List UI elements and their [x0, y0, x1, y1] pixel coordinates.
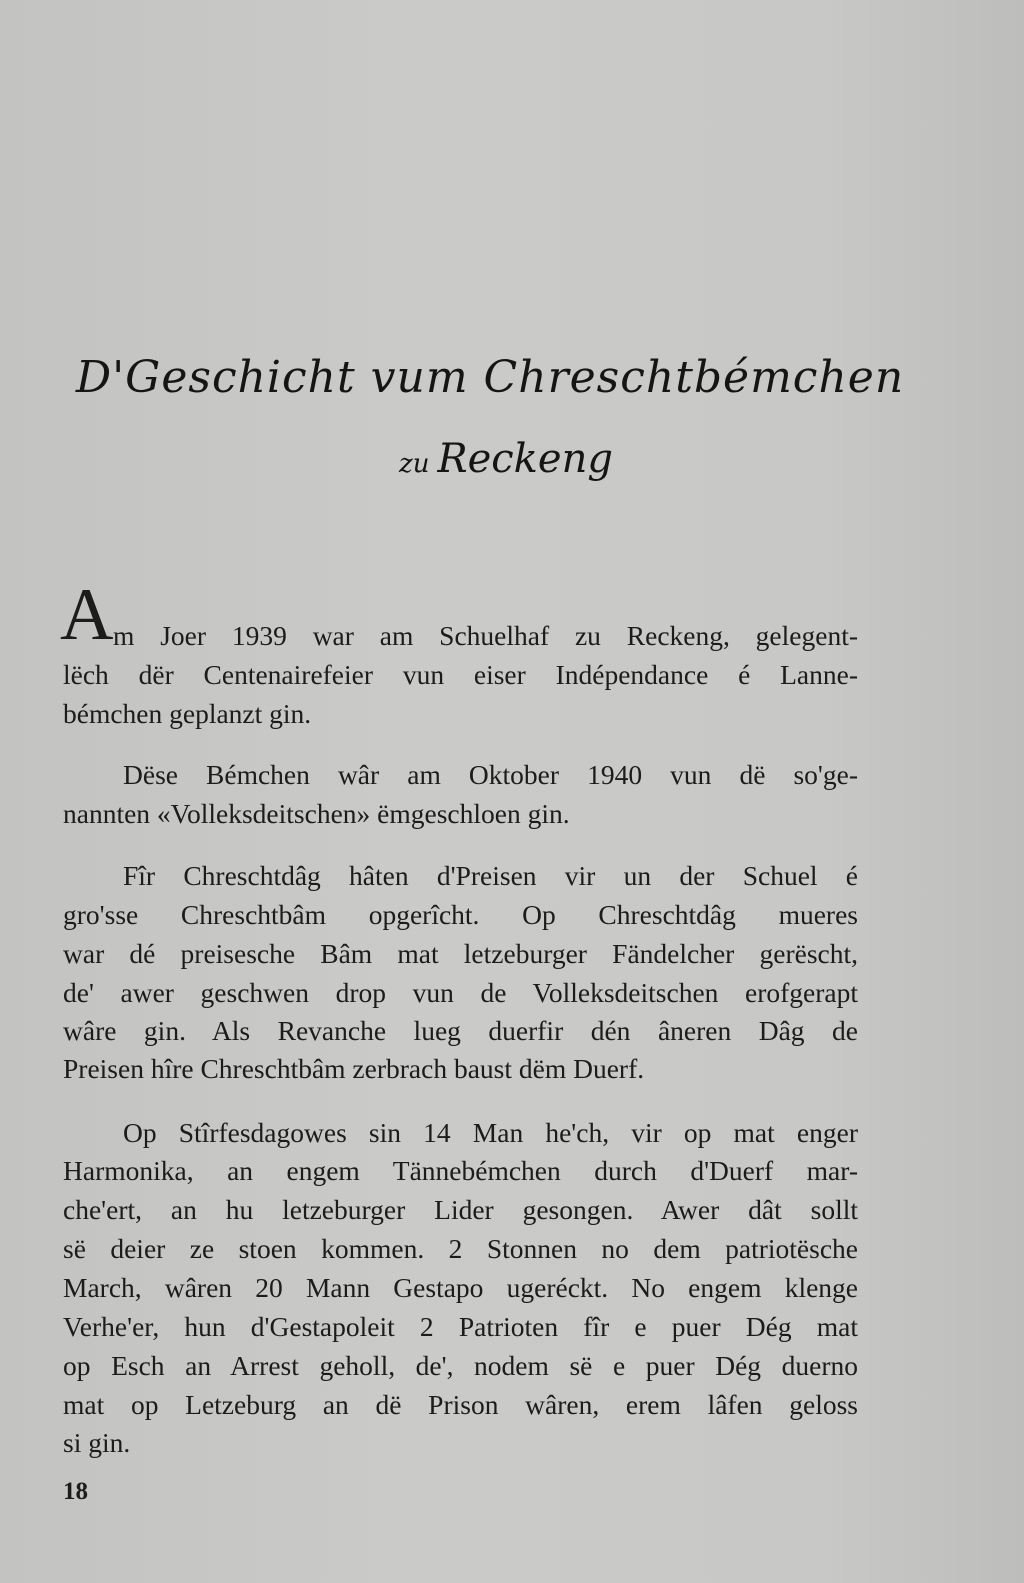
text-line: gro'sse Chreschtbâm opgerîcht. Op Chreschtdâg mueres [63, 899, 858, 930]
text-line: si gin. [63, 1427, 131, 1458]
text-line: Op Stîrfesdagowes sin 14 Man he'ch, vir op mat enger [123, 1117, 858, 1148]
text-line: op Esch an Arrest geholl, de', nodem së e puer Dég duerno [63, 1350, 858, 1381]
text-line: Dëse Bémchen wâr am Oktober 1940 vun dë so'ge- [123, 759, 858, 790]
text-line: mat op Letzeburg an dë Prison wâren, erem lâfen geloss [63, 1389, 858, 1420]
text-line: March, wâren 20 Mann Gestapo ugeréckt. No engem klenge [63, 1272, 858, 1303]
text-line: m Joer 1939 war am Schuelhaf zu Reckeng, gelegent- [113, 620, 858, 651]
text-line: de' awer geschwen drop vun de Volleksdeitschen erofgerapt [63, 977, 858, 1008]
title-place: Reckeng [437, 436, 613, 482]
text-line: Harmonika, an engem Tännebémchen durch d'Duerf mar- [63, 1155, 858, 1186]
text-line: Verhe'er, hun d'Gestapoleit 2 Patrioten fîr e puer Dég mat [63, 1311, 858, 1342]
chapter-title-line-2 [0, 436, 1018, 482]
text-line: nannten «Volleksdeitschen» ëmgeschloen gin. [63, 798, 570, 829]
text-line: Preisen hîre Chreschtbâm zerbrach baust dëm Duerf. [63, 1053, 645, 1084]
text-line: wâre gin. Als Revanche lueg duerfir dén âneren Dâg de [63, 1015, 858, 1046]
text-line: lëch dër Centenairefeier vun eiser Indépendance é Lanne- [63, 659, 858, 690]
chapter-title-line-1: D'Geschicht vum Chreschtbémchen [75, 352, 905, 403]
text-line: bémchen geplanzt gin. [63, 698, 312, 729]
text-line: che'ert, an hu letzeburger Lider gesongen. Awer dât sollt [63, 1194, 858, 1225]
page-number: 18 [63, 1478, 88, 1505]
text-line: war dé preisesche Bâm mat letzeburger Fändelcher gerëscht, [63, 938, 858, 969]
drop-cap: A [60, 574, 114, 656]
text-line: së deier ze stoen kommen. 2 Stonnen no dem patriotësche [63, 1233, 858, 1264]
title-preposition: zu [399, 449, 430, 479]
text-line: Fîr Chreschtdâg hâten d'Preisen vir un der Schuel é [123, 860, 858, 891]
